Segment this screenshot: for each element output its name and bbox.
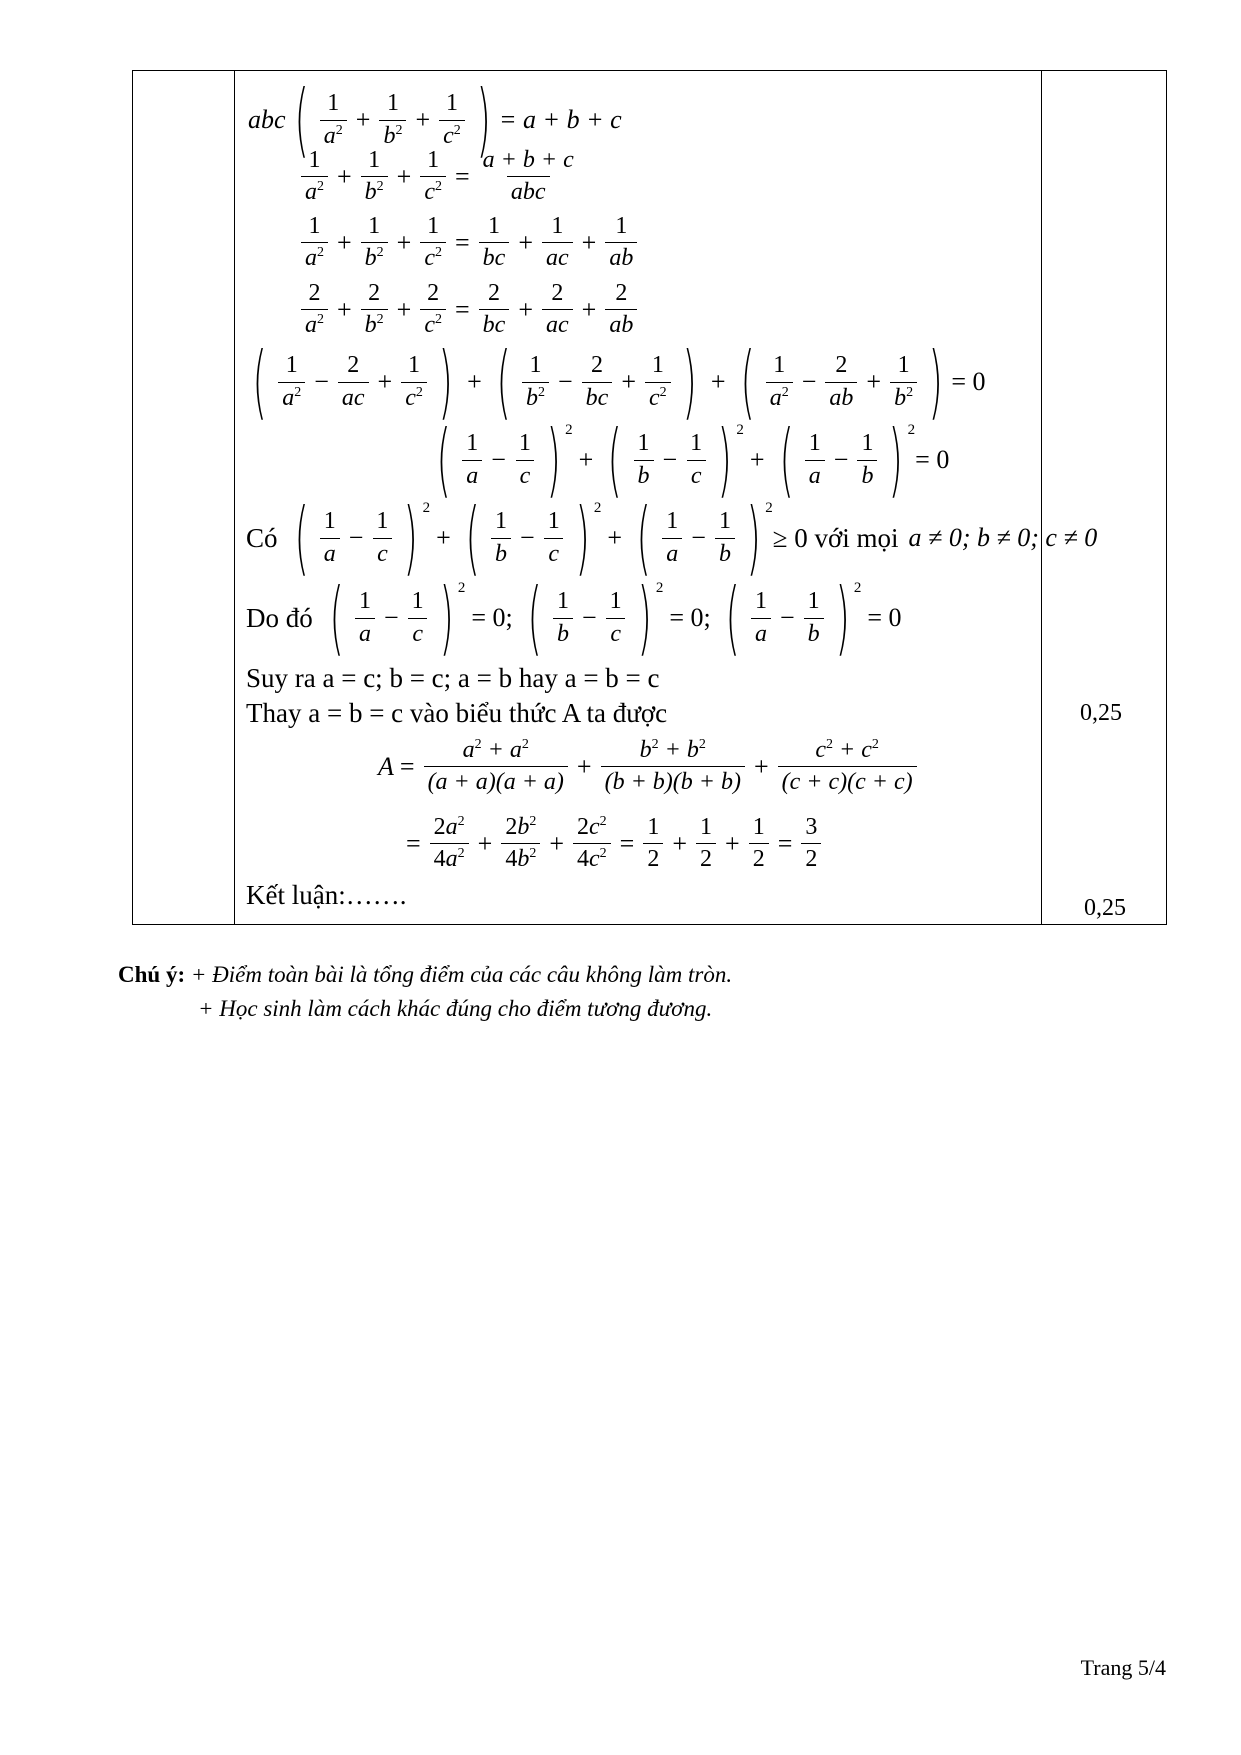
eq2-rhs-den: abc — [507, 176, 550, 205]
equation-line-6: ( $\frac{1}{a}$ − $\frac{1}{c}$ ) 2 + ( $\frac{1}{b}$ − $\frac{1}{c}$ ) 2 + ( $\frac{1}{a}$ − $\frac{1}{b}$ ) 2 = 0 — [436, 413, 950, 506]
equation-line-1: abc ( $\frac{1}{a^2}$ + $\frac{1}{b^2}$ + $\frac{1}{c^2}$ ) = a + b + c — [248, 73, 622, 166]
equation-line-3: $\frac{1}{a^2}$ + $\frac{1}{b^2}$ + $\frac{1}{c^2}$ = $\frac{1}{bc}$ + $\frac{1}{ac}$ + $\frac{1}{ab}$ — [298, 214, 640, 271]
note-line-2 — [198, 996, 712, 1022]
eq1-tail: = a + b + c — [498, 105, 622, 134]
note-text-1: + Điểm toàn bài là tổng điểm của các câu không làm tròn. — [190, 962, 733, 987]
equation-line-2: $\frac{1}{a^2}$ + $\frac{1}{b^2}$ + $\frac{1}{c^2}$ = $\frac{a + b + c}{\text{abc}}$ — [298, 148, 581, 205]
note-label: Chú ý: — [118, 962, 186, 987]
do-do-label: Do đó — [246, 602, 313, 633]
equation-line-5: ( $\frac{1}{a^2}$ − $\frac{2}{ac}$ + $\frac{1}{c^2}$ ) + ( $\frac{1}{b^2}$ − $\frac{2}{bc}$ + $\frac{1}{c^2}$ ) + ( $\frac{1}{a^2}$ − $\frac{2}{ab}$ + $\frac{1}{b^2}$ ) = 0 — [252, 335, 986, 428]
note-line-1 — [118, 962, 732, 988]
equation-line-4: $\frac{2}{a^2}$ + $\frac{2}{b^2}$ + $\frac{2}{c^2}$ = $\frac{2}{bc}$ + $\frac{2}{ac}$ + $\frac{2}{ab}$ — [298, 281, 640, 338]
thay-line: Thay a = b = c vào biểu thức A ta được — [246, 698, 668, 728]
note-text-2: + Học sinh làm cách khác đúng cho điểm tương đương. — [198, 996, 713, 1021]
page-number: Trang 5/4 — [1080, 1655, 1166, 1680]
equation-line-result: = $\frac{2a^2}{4a^2}$ + $\frac{2b^2}{4b^2}$ + $\frac{2c^2}{4c^2}$ = $\frac{1}{2}$ + $\frac{1}{2}$ + $\frac{1}{2}$ = $\frac{3}{2}$ — [400, 815, 824, 872]
co-condition: a ≠ 0; b ≠ 0; c ≠ 0 — [908, 523, 1098, 552]
co-label: Có — [246, 522, 278, 553]
column-divider — [234, 71, 235, 924]
eq2-rhs-num: a + b + c — [482, 147, 574, 173]
co-tail: ≥ 0 với mọi — [772, 522, 899, 553]
score-1: 0,25 — [1080, 700, 1122, 726]
equation-line-co: Có ( $\frac{1}{a}$ − $\frac{1}{c}$ ) 2 + ( $\frac{1}{b}$ − $\frac{1}{c}$ ) 2 + ( $\frac{1}{a}$ − $\frac{1}{b}$ ) 2 ≥ 0 với mọi a ≠ 0; b ≠ 0; c ≠ 0 — [246, 491, 1098, 584]
equation-line-do-do: Do đó ( $\frac{1}{a}$ − $\frac{1}{c}$ ) 2 = 0; ( $\frac{1}{b}$ − $\frac{1}{c}$ ) 2 = 0; ( $\frac{1}{a}$ − $\frac{1}{b}$ ) 2 = 0 — [246, 571, 902, 664]
eq6-tail: = 0 — [915, 445, 950, 474]
score-2: 0,25 — [1084, 895, 1126, 921]
ket-luan-line: Kết luận:……. — [246, 880, 407, 910]
eq5-tail: = 0 — [951, 367, 986, 396]
equation-line-A: A = $\frac{a^2 + a^2}{(a + a)(a + a)}$ + $\frac{b^2 + b^2}{(b + b)(b + b)}$ + $\frac{c^2 + c^2}{(c + c)(c + c)}$ — [378, 738, 920, 795]
suy-ra-line: Suy ra a = c; b = c; a = b hay a = b = c — [246, 663, 660, 693]
